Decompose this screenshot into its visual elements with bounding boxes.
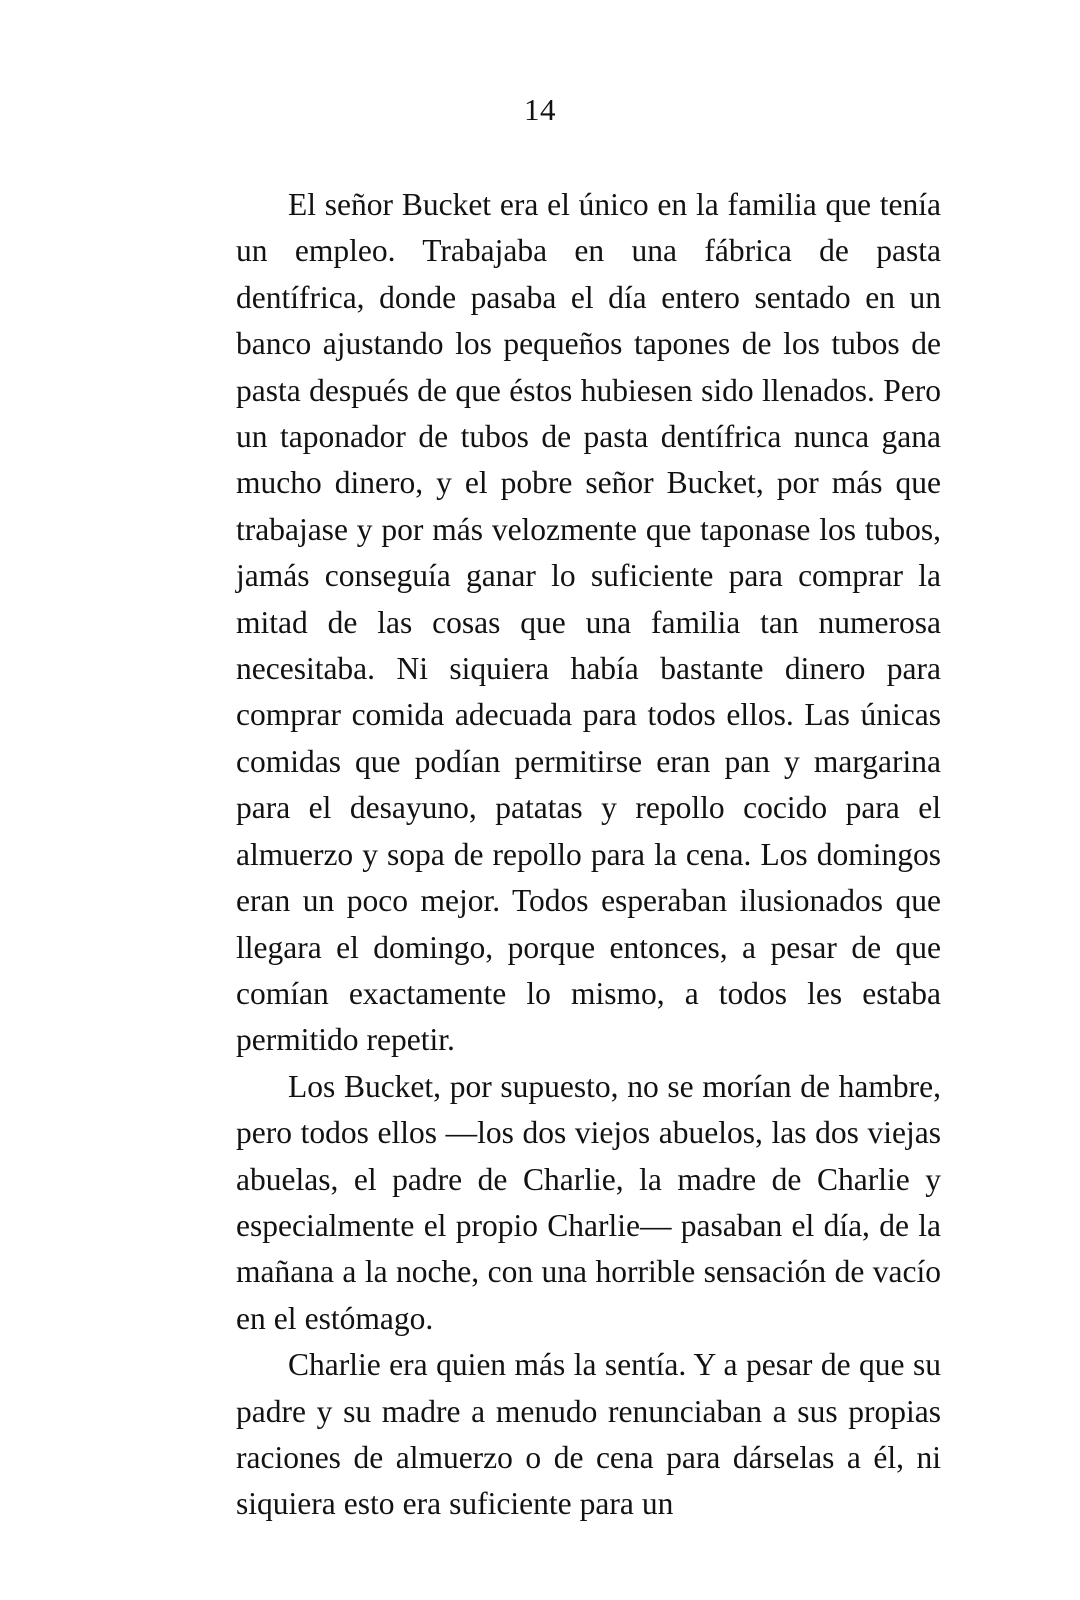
paragraph: Charlie era quien más la sentía. Y a pesar de que su padre y su madre a menudo renunciaban a sus propias raciones de almuerzo o de cena para dárselas a él, ni siquiera esto era suficiente para un [236,1347,941,1522]
body-text [236,182,941,1528]
paragraph: Los Bucket, por supuesto, no se morían de hambre, pero todos ellos —los dos viejos abuelos, las dos viejas abuelas, el padre de Charlie, la madre de Charlie y especialmente el propio Charlie— pasaban el día, de la mañana a la noche, con una horrible sensación de vacío en el estómago. [236,1068,941,1336]
paragraph: El señor Bucket era el único en la familia que tenía un empleo. Trabajaba en una fábrica de pasta dentífrica, donde pasaba el día entero sentado en un banco ajustando los pequeños tapones de los tubos de pasta después de que éstos hubiesen sido llenados. Pero un taponador de tubos de pasta dentífrica nunca gana mucho dinero, y el pobre señor Bucket, por más que trabajase y por más velozmente que taponase los tubos, jamás conseguía ganar lo suficiente para comprar la mitad de las cosas que una familia tan numerosa necesitaba. Ni siquiera había bastante dinero para comprar comida adecuada para todos ellos. Las únicas comidas que podían permitirse eran pan y margarina para el desayuno, patatas y repollo cocido para el almuerzo y sopa de repollo para la cena. Los domingos eran un poco mejor. Todos esperaban ilusionados que llegara el domingo, porque entonces, a pesar de que comían exactamente lo mismo, a todos les estaba permitido repetir. [236,187,941,1058]
page-number: 14 [524,92,556,127]
